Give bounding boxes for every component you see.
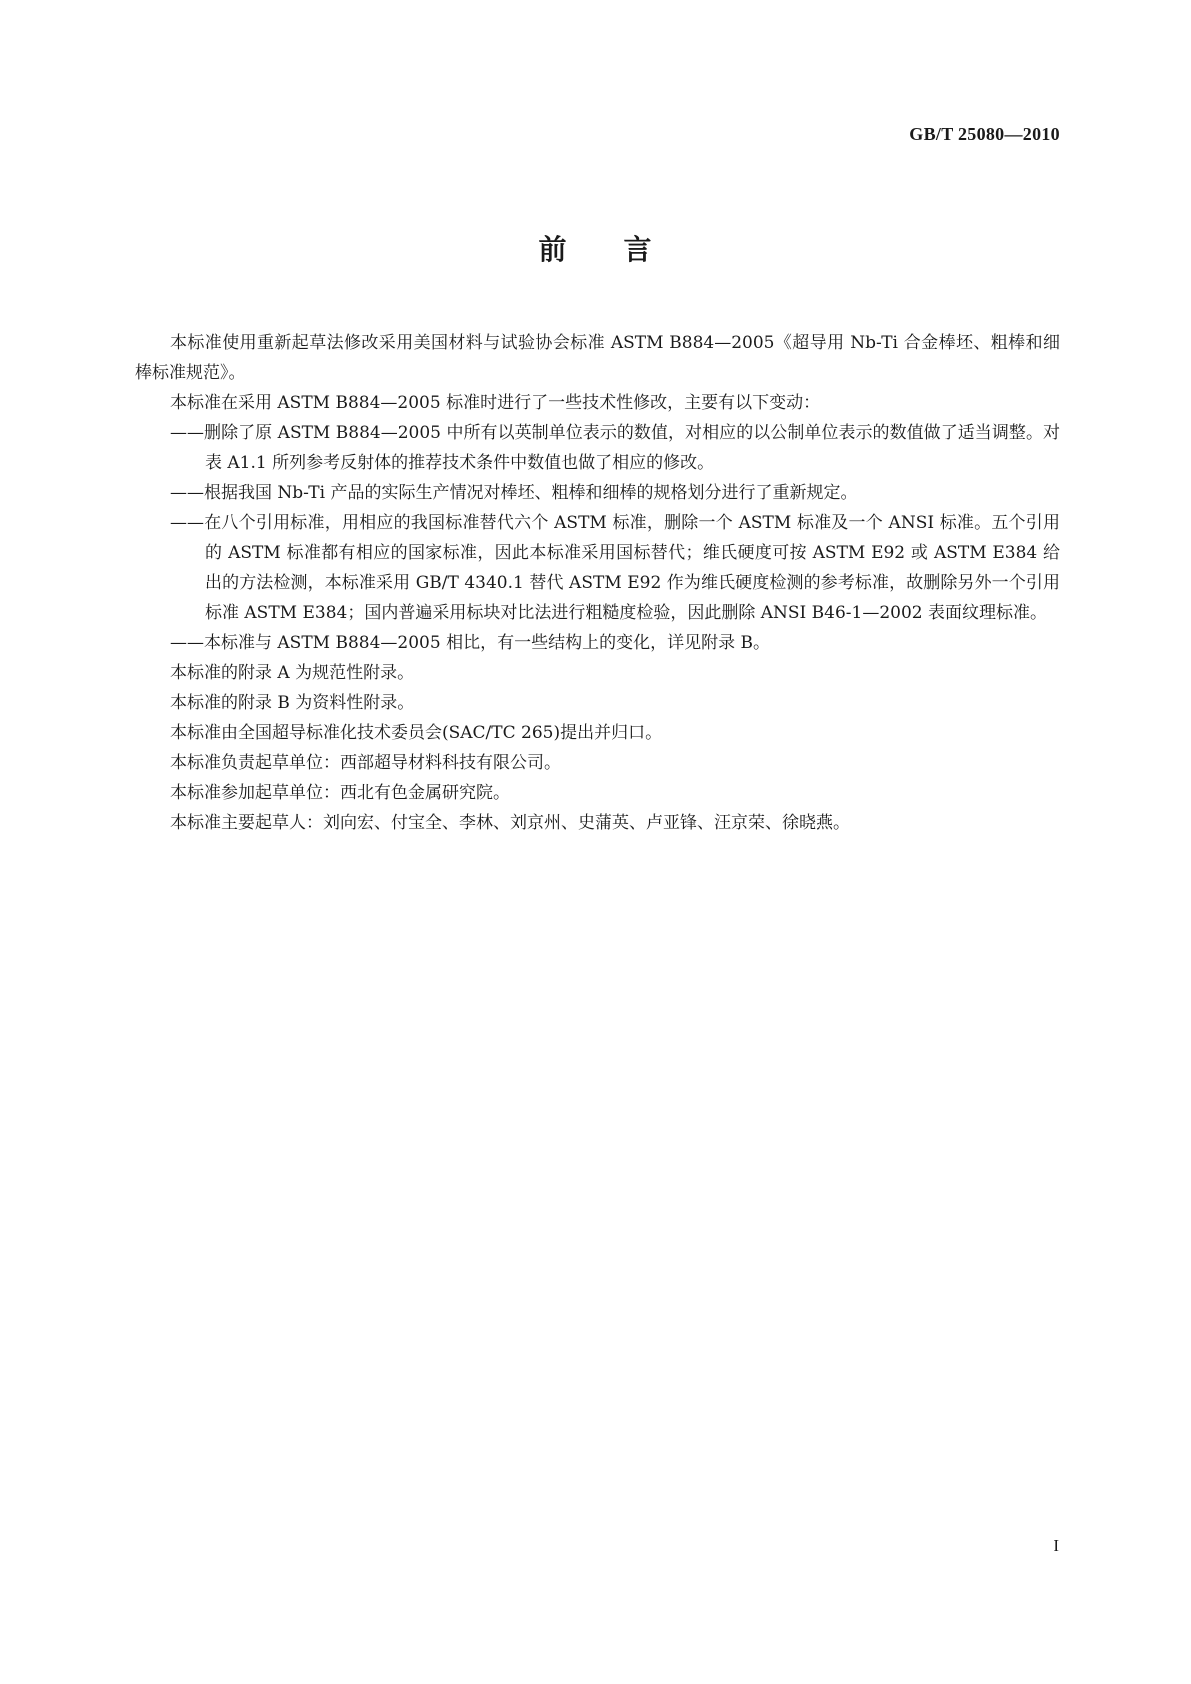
list-item: ——在八个引用标准，用相应的我国标准替代六个 ASTM 标准，删除一个 ASTM 标准及一个 ANSI 标准。五个引用的 ASTM 标准都有相应的国家标准，因此本标准采用国标替代；维氏硬度可按 ASTM E92 或 ASTM E384 给出的方法检测，本标准采用 GB/T 4340.1 替代 ASTM E92 作为维氏硬度检测的参考标准，故删除另外一个引用标准 ASTM E384；国内普遍采用标块对比法进行粗糙度检验，因此删除 ANSI B46-1—2002 表面纹理标准。 xyxy=(170,513,1060,623)
paragraph: 本标准主要起草人：刘向宏、付宝全、李林、刘京州、史蒲英、卢亚锋、汪京荣、徐晓燕。 xyxy=(170,813,850,833)
paragraph: 本标准参加起草单位：西北有色金属研究院。 xyxy=(170,783,510,803)
title-char-2: 言 xyxy=(623,233,653,266)
foreword-body xyxy=(135,328,1060,838)
page-number: I xyxy=(1053,1536,1059,1555)
paragraph: 本标准在采用 ASTM B884—2005 标准时进行了一些技术性修改，主要有以下变动： xyxy=(170,393,821,413)
paragraph: 本标准使用重新起草法修改采用美国材料与试验协会标准 ASTM B884—2005《超导用 Nb-Ti 合金棒坯、粗棒和细棒标准规范》。 xyxy=(135,333,1060,383)
paragraph: 本标准的附录 A 为规范性附录。 xyxy=(170,663,415,683)
paragraph: 本标准由全国超导标准化技术委员会(SAC/TC 265)提出并归口。 xyxy=(170,723,663,743)
list-item: ——删除了原 ASTM B884—2005 中所有以英制单位表示的数值，对相应的以公制单位表示的数值做了适当调整。对表 A1.1 所列参考反射体的推荐技术条件中数值也做了相应的修改。 xyxy=(170,423,1060,473)
page-title xyxy=(0,228,1191,268)
list-item: ——本标准与 ASTM B884—2005 相比，有一些结构上的变化，详见附录 B。 xyxy=(170,633,770,653)
paragraph: 本标准的附录 B 为资料性附录。 xyxy=(170,693,415,713)
list-item: ——根据我国 Nb-Ti 产品的实际生产情况对棒坯、粗棒和细棒的规格划分进行了重新规定。 xyxy=(170,483,858,503)
standard-code: GB/T 25080—2010 xyxy=(909,124,1060,144)
paragraph: 本标准负责起草单位：西部超导材料科技有限公司。 xyxy=(170,753,561,773)
title-char-1: 前 xyxy=(538,233,568,266)
